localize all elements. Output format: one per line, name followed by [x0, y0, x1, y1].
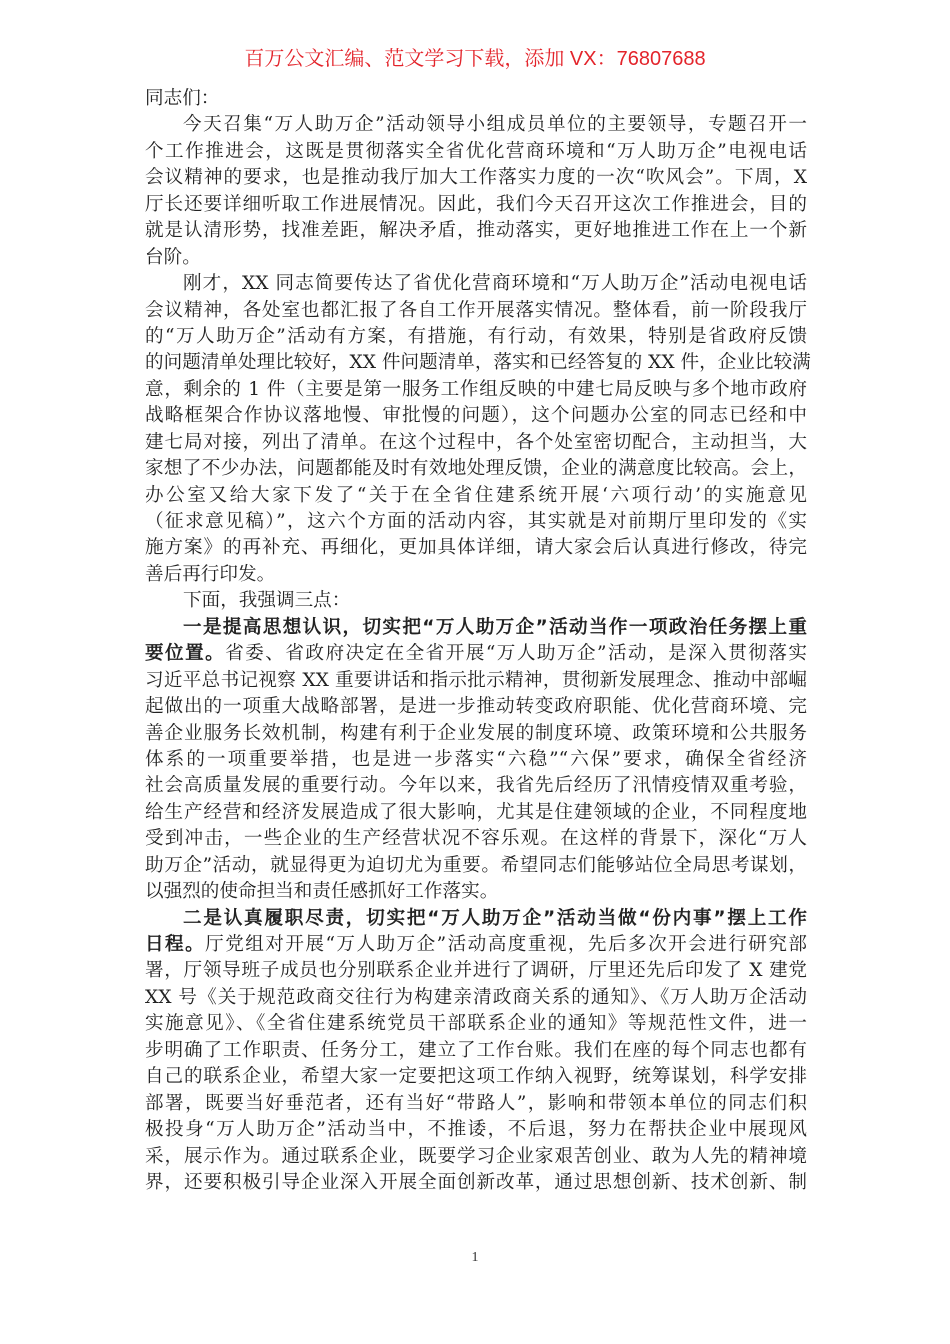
body-text: 助万企”活动，就显得更为迫切尤为重要。希望同志们能够站位全局思考谋划， — [145, 854, 807, 876]
paragraphs — [145, 112, 811, 1196]
text-line — [145, 403, 807, 429]
body-text: 个工作推进会，这既是贯彻落实全省优化营商环境和“万人助万企”电视电话 — [145, 140, 807, 162]
paragraph — [145, 615, 807, 906]
text-line — [145, 906, 807, 932]
bold-heading-text: 二是认真履职尽责，切实把“万人助万企”活动当做“份内事”摆上工作 — [183, 907, 807, 929]
body-text: 采，展示作为。通过联系企业，既要学习企业家艰苦创业、敢为人先的精神境 — [145, 1145, 807, 1167]
text-line — [145, 350, 811, 376]
body-text: 给生产经营和经济发展造成了很大影响，尤其是住建领域的企业，不同程度地 — [145, 801, 807, 823]
paragraph — [145, 906, 807, 1197]
text-line — [145, 1038, 807, 1064]
body-text: 办公室又给大家下发了“关于在全省住建系统开展‘六项行动’的实施意见 — [145, 484, 807, 506]
text-line — [145, 271, 807, 297]
body-text: 善后再行印发。 — [145, 563, 276, 585]
bold-heading-text: 要位置。 — [145, 643, 226, 665]
text-line — [145, 509, 807, 535]
body-text: 厅党组对开展“万人助万企”活动高度重视，先后多次开会进行研究部 — [205, 934, 807, 955]
body-text: 体系的一项重要举措，也是进一步落实“六稳”“六保”要求，确保全省经济 — [145, 748, 807, 770]
body-text: 署，厅领导班子成员也分别联系企业并进行了调研，厅里还先后印发了 X 建党 — [145, 960, 807, 982]
body-text: 施方案》的再补充、再细化，更加具体详细，请大家会后认真进行修改，待完 — [145, 537, 807, 559]
text-line — [145, 192, 807, 218]
body-text: 会议精神，各处室也都汇报了各自工作开展落实情况。整体看，前一阶段我厅 — [145, 299, 807, 321]
text-line — [145, 694, 807, 720]
body-text: 刚才，XX 同志简要传达了省优化营商环境和“万人助万企”活动电视电话 — [183, 273, 807, 295]
text-line — [145, 1064, 807, 1090]
text-line — [145, 430, 807, 456]
text-line — [145, 298, 807, 324]
paragraph — [145, 112, 807, 271]
text-line — [145, 139, 807, 165]
body-text: 战略框架合作协议落地慢、审批慢的问题），这个问题办公室的同志已经和中 — [145, 405, 807, 427]
text-line — [145, 324, 807, 350]
watermark-banner: 百万公文汇编、范文学习下载，添加 VX：76807688 — [244, 48, 706, 70]
bold-heading-text: 日程。 — [145, 934, 206, 955]
bold-heading-text: 一是提高思想认识，切实把“万人助万企”活动当作一项政治任务摆上重 — [183, 616, 807, 638]
text-line — [145, 218, 807, 244]
text-line — [145, 773, 807, 799]
document-body — [145, 86, 811, 1196]
body-text: 的“万人助万企”活动有方案，有措施，有行动，有效果，特别是省政府反馈 — [145, 325, 807, 347]
body-text: 以强烈的使命担当和责任感抓好工作落实。 — [145, 881, 499, 903]
body-text: XX 号《关于规范政商交往行为构建亲清政商关系的通知》、《万人助万企活动 — [145, 986, 807, 1008]
text-line — [145, 747, 807, 773]
text-line — [145, 932, 807, 958]
body-text: 善企业服务长效机制，构建有利于企业发展的制度环境、政策环境和公共服务 — [145, 722, 807, 744]
text-line — [145, 853, 807, 879]
text-line — [145, 958, 807, 984]
body-text: 的问题清单处理比较好，XX 件问题清单，落实和已经答复的 XX 件，企业比较满 — [145, 352, 811, 374]
text-line — [145, 377, 807, 403]
body-text: 意，剩余的 1 件（主要是第一服务工作组反映的中建七局反映与多个地市政府 — [145, 378, 807, 400]
text-line — [145, 588, 807, 614]
body-text: 台阶。 — [145, 246, 201, 268]
body-text: 会议精神的要求，也是推动我厅加大工作落实力度的一次“吹风会”。下周，X — [145, 167, 807, 189]
body-text: 步明确了工作职责、任务分工，建立了工作台账。我们在座的每个同志也都有 — [145, 1039, 807, 1061]
text-line — [145, 668, 807, 694]
text-line — [145, 165, 807, 191]
text-line — [145, 1170, 807, 1196]
body-text: 部署，既要当好垂范者，还有当好“带路人”，影响和带领本单位的同志们积 — [145, 1092, 807, 1114]
body-text: 界，还要积极引导企业深入开展全面创新改革，通过思想创新、技术创新、制 — [145, 1171, 807, 1193]
text-line — [145, 985, 807, 1011]
body-text: 实施意见》、《全省住建系统党员干部联系企业的通知》等规范性文件，进一 — [145, 1013, 807, 1035]
body-text: 极投身“万人助万企”活动当中，不推诿，不后退，努力在帮扶企业中展现风 — [145, 1119, 807, 1141]
paragraph — [145, 271, 811, 588]
body-text: 习近平总书记视察 XX 重要讲话和指示批示精神，贯彻新发展理念、推动中部崛 — [145, 669, 807, 691]
text-line — [145, 1144, 807, 1170]
text-line — [145, 800, 807, 826]
body-text: 省委、省政府决定在全省开展“万人助万企”活动，是深入贯彻落实 — [225, 643, 807, 665]
text-line — [145, 879, 807, 905]
text-line — [145, 483, 807, 509]
body-text: 家想了不少办法，问题都能及时有效地处理反馈，企业的满意度比较高。会上， — [145, 458, 807, 480]
text-line — [145, 535, 807, 561]
page-number: 1 — [471, 1250, 479, 1265]
body-text: 今天召集“万人助万企”活动领导小组成员单位的主要领导，专题召开一 — [183, 114, 807, 136]
text-line — [145, 1091, 807, 1117]
text-line — [145, 112, 807, 138]
text-line — [145, 1011, 807, 1037]
paragraph — [145, 588, 807, 614]
text-line — [145, 1117, 807, 1143]
text-line — [145, 245, 807, 271]
body-text: 就是认清形势，找准差距，解决矛盾，推动落实，更好地推进工作在上一个新 — [145, 220, 807, 242]
body-text: （征求意见稿）”，这六个方面的活动内容，其实就是对前期厅里印发的《实 — [145, 511, 807, 532]
body-text: 起做出的一项重大战略部署，是进一步推动转变政府职能、优化营商环境、完 — [145, 696, 807, 718]
body-text: 下面，我强调三点： — [183, 590, 351, 612]
body-text: 厅长还要详细听取工作进展情况。因此，我们今天召开这次工作推进会，目的 — [145, 193, 807, 215]
text-line — [145, 641, 807, 667]
body-text: 受到冲击，一些企业的生产经营状况不容乐观。在这样的背景下，深化“万人 — [145, 828, 807, 850]
text-line — [145, 562, 807, 588]
text-line — [145, 456, 807, 482]
text-line — [145, 615, 807, 641]
body-text: 建七局对接，列出了清单。在这个过程中，各个处室密切配合，主动担当，大 — [145, 431, 807, 453]
text-line — [145, 721, 807, 747]
salutation: 同志们： — [145, 88, 220, 109]
body-text: 社会高质量发展的重要行动。今年以来，我省先后经历了汛情疫情双重考验， — [145, 775, 807, 797]
body-text: 自己的联系企业，希望大家一定要把这项工作纳入视野，统筹谋划，科学安排 — [145, 1066, 807, 1088]
text-line — [145, 826, 807, 852]
